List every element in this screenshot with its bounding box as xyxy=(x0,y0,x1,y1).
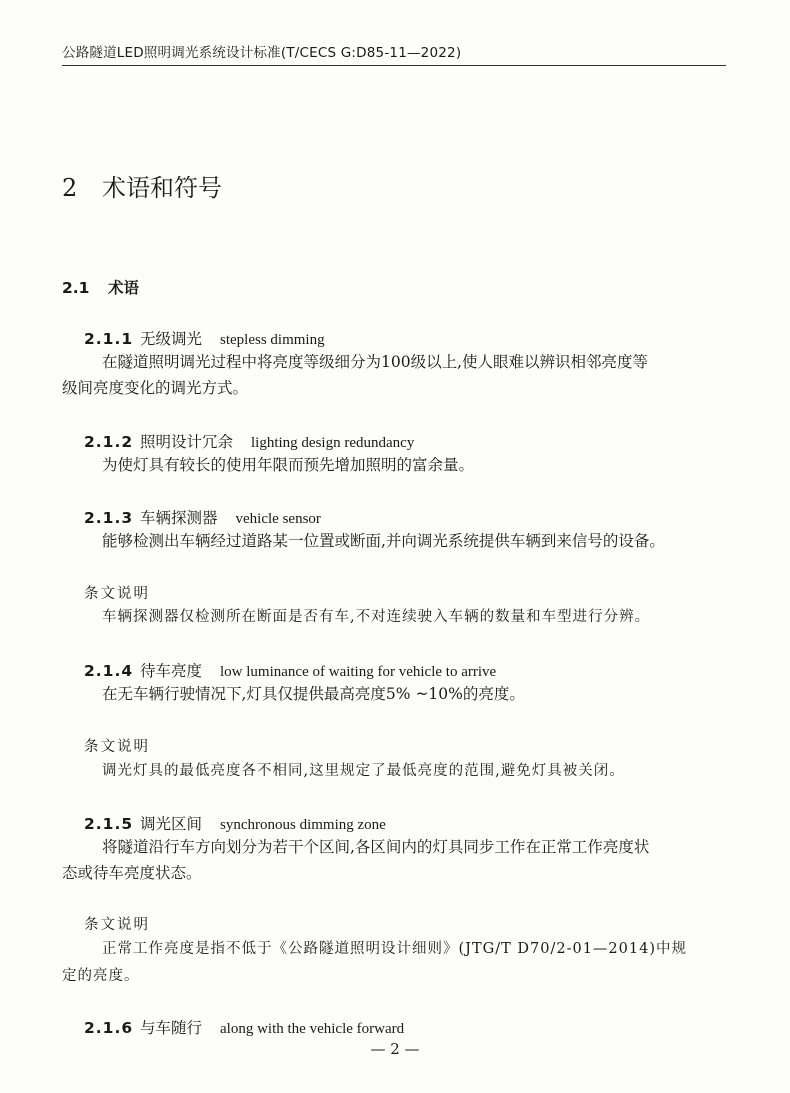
chapter-heading xyxy=(62,168,222,203)
term-zh: 无级调光 xyxy=(140,330,203,348)
term-en: stepless dimming xyxy=(220,332,325,348)
term-zh: 与车随行 xyxy=(140,1019,203,1037)
term-en: lighting design redundancy xyxy=(251,435,415,451)
running-header: 公路隧道LED照明调光系统设计标准(T/CECS G:D85-11—2022) xyxy=(62,45,462,61)
term-definition: 能够检测出车辆经过道路某一位置或断面,并向调光系统提供车辆到来信号的设备。 xyxy=(102,532,665,550)
term-heading xyxy=(84,659,496,681)
explanation-label: 条文说明 xyxy=(84,586,150,602)
term-zh: 待车亮度 xyxy=(140,662,203,680)
term-number: 2.1.1 xyxy=(84,330,134,348)
explanation-text: 定的亮度。 xyxy=(62,968,140,984)
explanation-label: 条文说明 xyxy=(84,739,150,755)
term-heading xyxy=(84,506,321,528)
page-number: — 2 — xyxy=(370,1040,420,1058)
chapter-number: 2 xyxy=(62,174,78,202)
term-en: vehicle sensor xyxy=(235,511,321,527)
term-definition: 级间亮度变化的调光方式。 xyxy=(62,379,249,397)
term-number: 2.1.5 xyxy=(84,815,134,833)
term-zh: 照明设计冗余 xyxy=(140,433,234,451)
section-heading xyxy=(62,276,139,298)
explanation-label: 条文说明 xyxy=(84,917,150,933)
explanation-text: 正常工作亮度是指不低于《公路隧道照明设计细则》(JTG/T D70/2-01—2014)中规 xyxy=(102,941,687,957)
explanation-text: 调光灯具的最低亮度各不相同,这里规定了最低亮度的范围,避免灯具被关闭。 xyxy=(102,763,625,779)
term-number: 2.1.4 xyxy=(84,662,134,680)
term-en: along with the vehicle forward xyxy=(220,1021,405,1037)
term-definition: 在隧道照明调光过程中将亮度等级细分为100级以上,使人眼难以辨识相邻亮度等 xyxy=(102,353,649,371)
explanation-text: 车辆探测器仅检测所在断面是否有车,不对连续驶入车辆的数量和车型进行分辨。 xyxy=(102,609,651,625)
term-heading xyxy=(84,1016,404,1038)
section-title: 术语 xyxy=(108,279,140,297)
term-definition: 态或待车亮度状态。 xyxy=(62,864,202,882)
header-rule xyxy=(62,65,726,66)
term-definition: 在无车辆行驶情况下,灯具仅提供最高亮度5% ~10%的亮度。 xyxy=(102,685,525,703)
term-en: synchronous dimming zone xyxy=(220,817,386,833)
term-zh: 车辆探测器 xyxy=(140,509,218,527)
term-number: 2.1.6 xyxy=(84,1019,134,1037)
term-heading xyxy=(84,812,386,834)
term-definition: 为使灯具有较长的使用年限而预先增加照明的富余量。 xyxy=(102,456,475,474)
section-number: 2.1 xyxy=(62,279,90,297)
chapter-title: 术语和符号 xyxy=(102,174,222,202)
term-definition: 将隧道沿行车方向划分为若干个区间,各区间内的灯具同步工作在正常工作亮度状 xyxy=(102,838,650,856)
term-number: 2.1.2 xyxy=(84,433,134,451)
term-number: 2.1.3 xyxy=(84,509,134,527)
term-heading xyxy=(84,327,325,349)
term-zh: 调光区间 xyxy=(140,815,203,833)
term-heading xyxy=(84,430,414,452)
term-en: low luminance of waiting for vehicle to arrive xyxy=(220,664,497,680)
